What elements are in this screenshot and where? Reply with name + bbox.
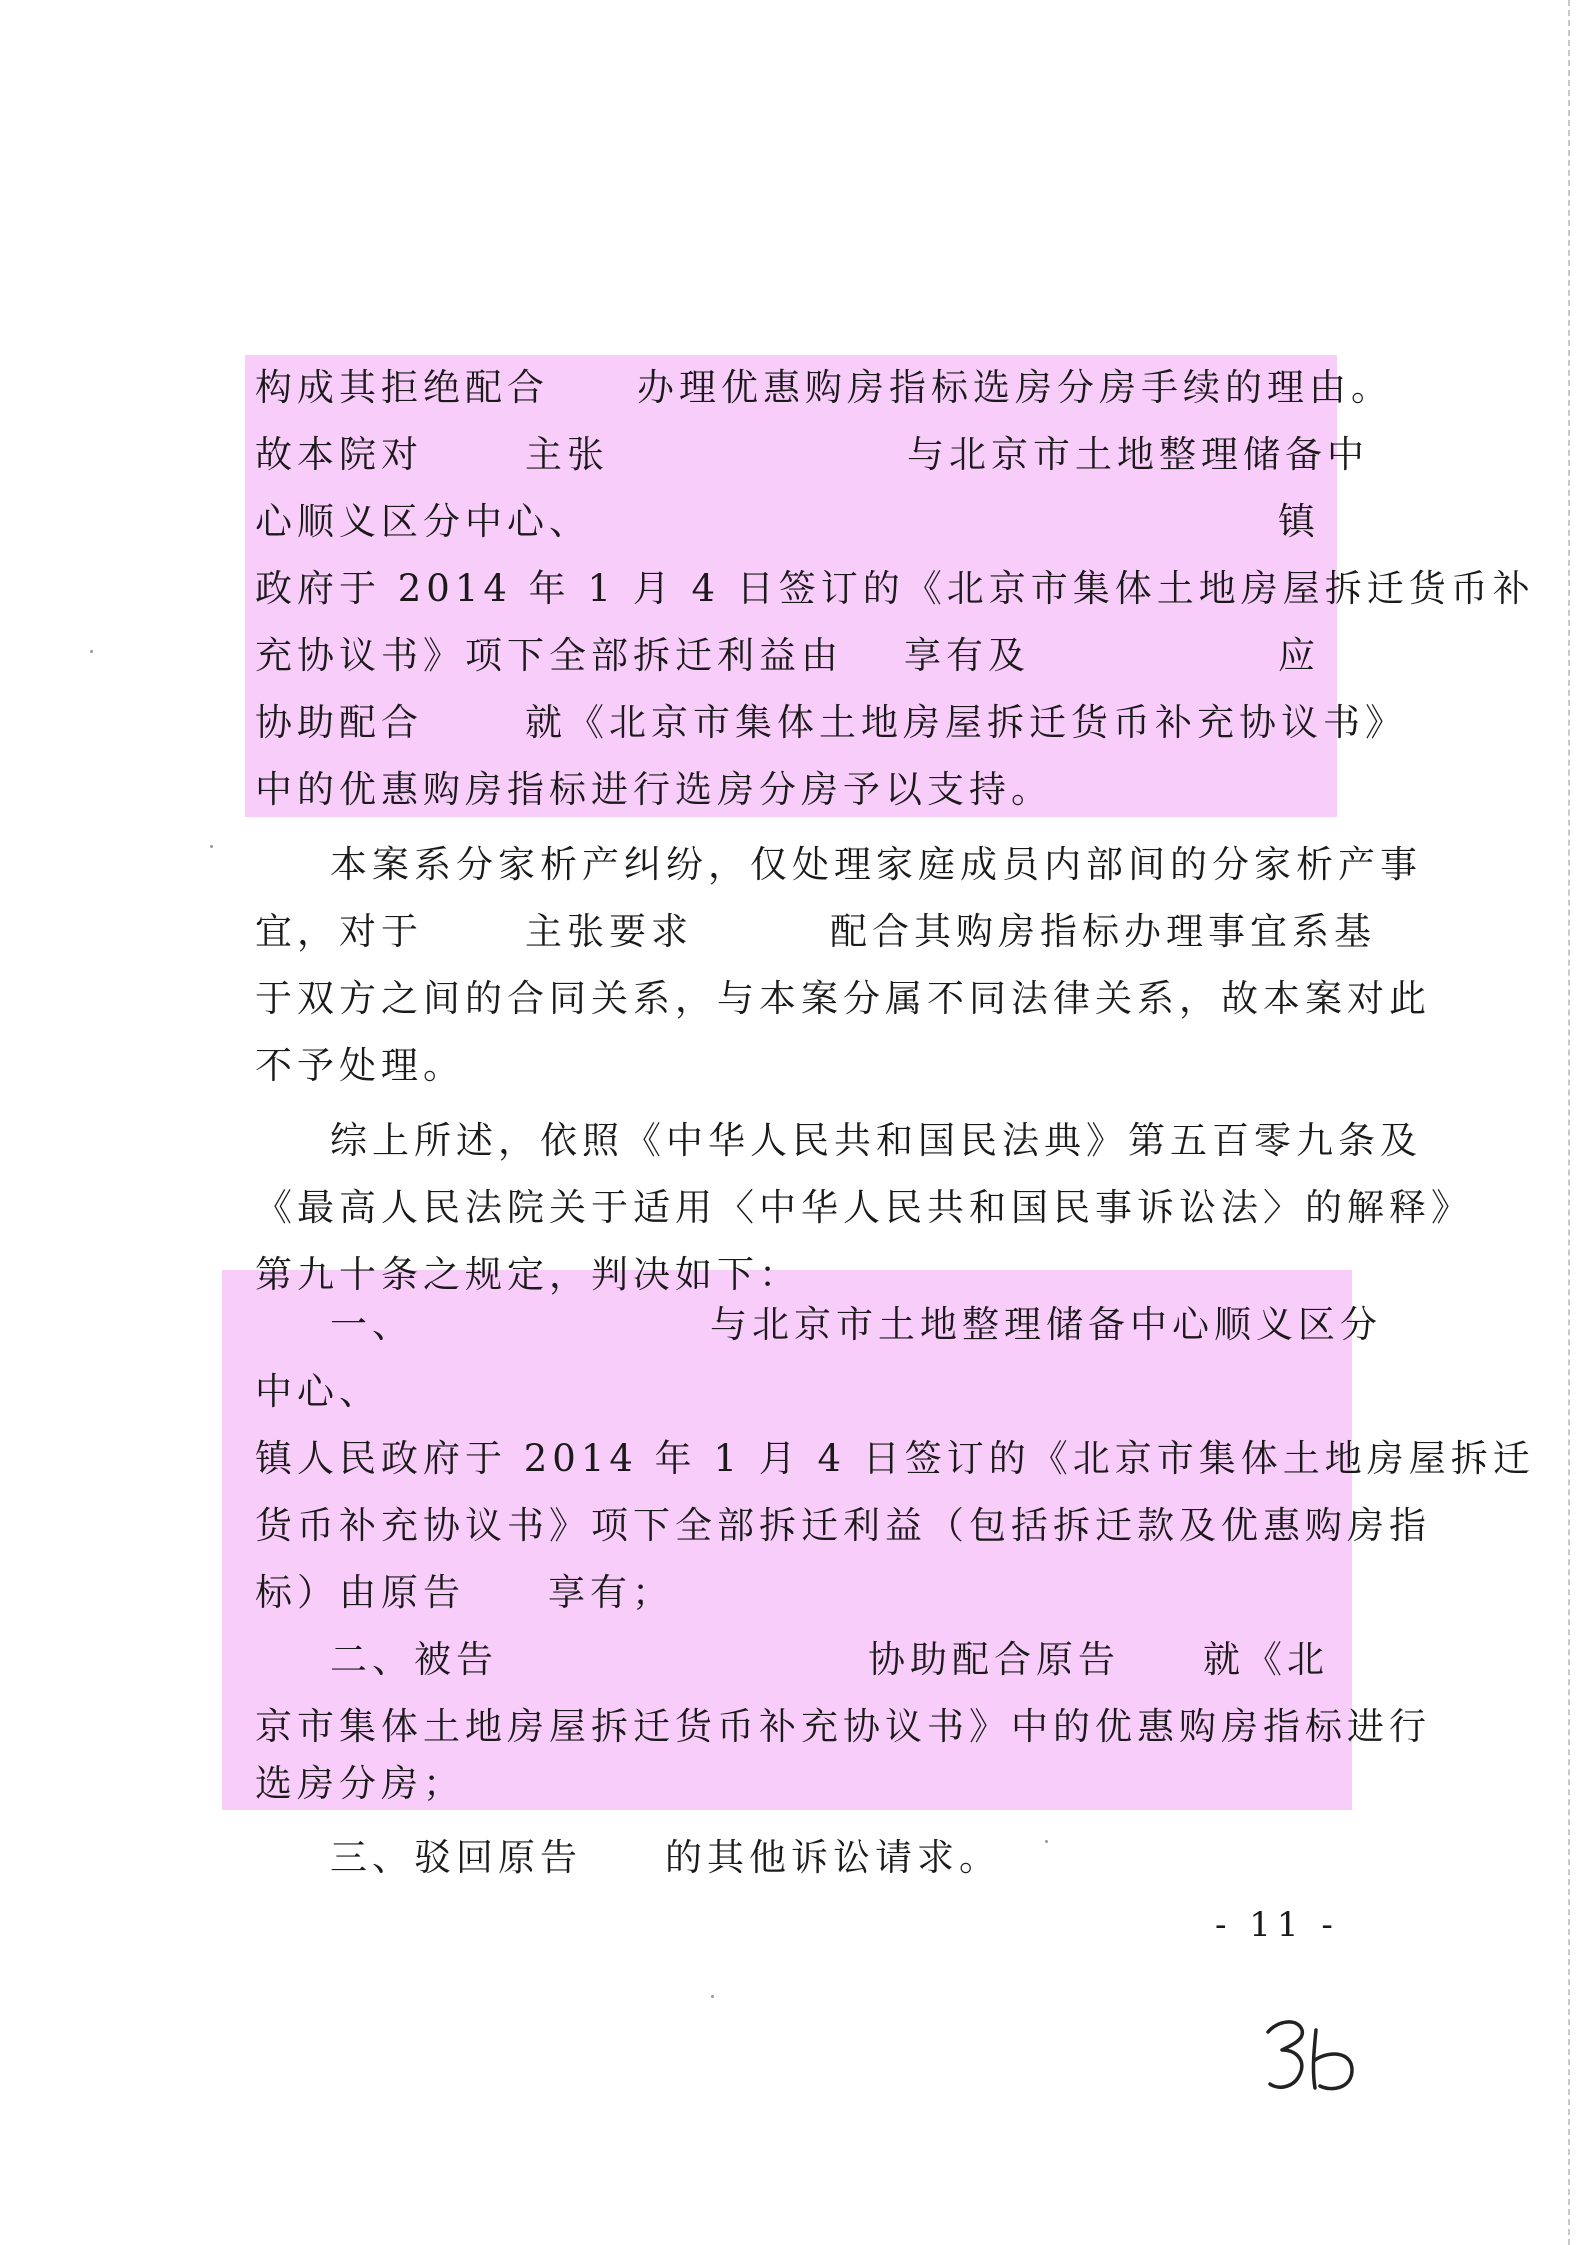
text-segment: 心顺义区分中心、 [255,500,591,543]
text-line: 于双方之间的合同关系，与本案分属不同法律关系，故本案对此 [255,977,1431,1020]
text-line: 中的优惠购房指标进行选房分房予以支持。 [255,768,1053,811]
text-segment: 二、被告 [330,1638,498,1681]
text-line [0,422,1587,488]
text-segment: 应 [1278,634,1320,677]
text-segment: 镇 [1278,500,1320,543]
text-line [0,489,1587,555]
text-line: 不予处理。 [255,1044,465,1087]
text-segment: 构成其拒绝配合 [255,366,549,409]
text-line [0,623,1587,689]
text-line: 第九十条之规定，判决如下： [255,1253,801,1296]
text-line [0,899,1587,965]
text-segment: 主张要求 [525,910,693,953]
text-segment: 一、 [330,1303,414,1346]
text-line [0,1560,1587,1626]
text-line: 政府于 2014 年 1 月 4 日签订的《北京市集体土地房屋拆迁货币补 [255,567,1535,610]
text-segment: 办理优惠购房指标选房分房手续的理由。 [637,366,1393,409]
text-segment: 宜，对于 [255,910,423,953]
text-line: 选房分房； [255,1762,465,1805]
page-number: - 11 - [1215,1905,1339,1945]
text-line [0,1825,1587,1891]
text-segment: 享有； [548,1571,674,1614]
text-segment: 就《北 [1203,1638,1329,1681]
text-line: 货币补充协议书》项下全部拆迁利益（包括拆迁款及优惠购房指 [255,1504,1431,1547]
scan-edge-line [1568,0,1572,2245]
text-line: 镇人民政府于 2014 年 1 月 4 日签订的《北京市集体土地房屋拆迁 [255,1437,1535,1480]
text-segment: 协助配合原告 [868,1638,1120,1681]
text-segment: 主张 [525,433,609,476]
text-line: 本案系分家析产纠纷，仅处理家庭成员内部间的分家析产事 [330,843,1422,886]
text-segment: 与北京市土地整理储备中心顺义区分 [710,1303,1382,1346]
text-segment: 故本院对 [255,433,423,476]
text-line: 京市集体土地房屋拆迁货币补充协议书》中的优惠购房指标进行 [255,1705,1431,1748]
text-segment: 与北京市土地整理储备中 [907,433,1369,476]
text-line: 中心、 [255,1370,381,1413]
scan-speck [1045,1840,1048,1843]
text-segment: 标）由原告 [255,1571,465,1614]
text-segment: 享有及 [904,634,1030,677]
scan-speck [90,650,93,653]
text-segment: 配合其购房指标办理事宜系基 [830,910,1376,953]
text-segment: 充协议书》项下全部拆迁利益由 [255,634,843,677]
text-line [0,1627,1587,1693]
handwritten-note [1260,2010,1370,2105]
text-segment: 三、驳回原告 [330,1836,582,1879]
text-segment: 的其他诉讼请求。 [665,1836,1001,1879]
scan-speck [711,1995,714,1998]
text-line [0,690,1587,756]
scan-speck [210,845,213,848]
text-segment: 就《北京市集体土地房屋拆迁货币补充协议书》 [525,701,1407,744]
text-line: 《最高人民法院关于适用〈中华人民共和国民事诉讼法〉的解释》 [255,1186,1473,1229]
text-line [0,355,1587,421]
text-line [0,1292,1587,1358]
text-segment: 协助配合 [255,701,423,744]
text-line: 综上所述，依照《中华人民共和国民法典》第五百零九条及 [330,1119,1422,1162]
